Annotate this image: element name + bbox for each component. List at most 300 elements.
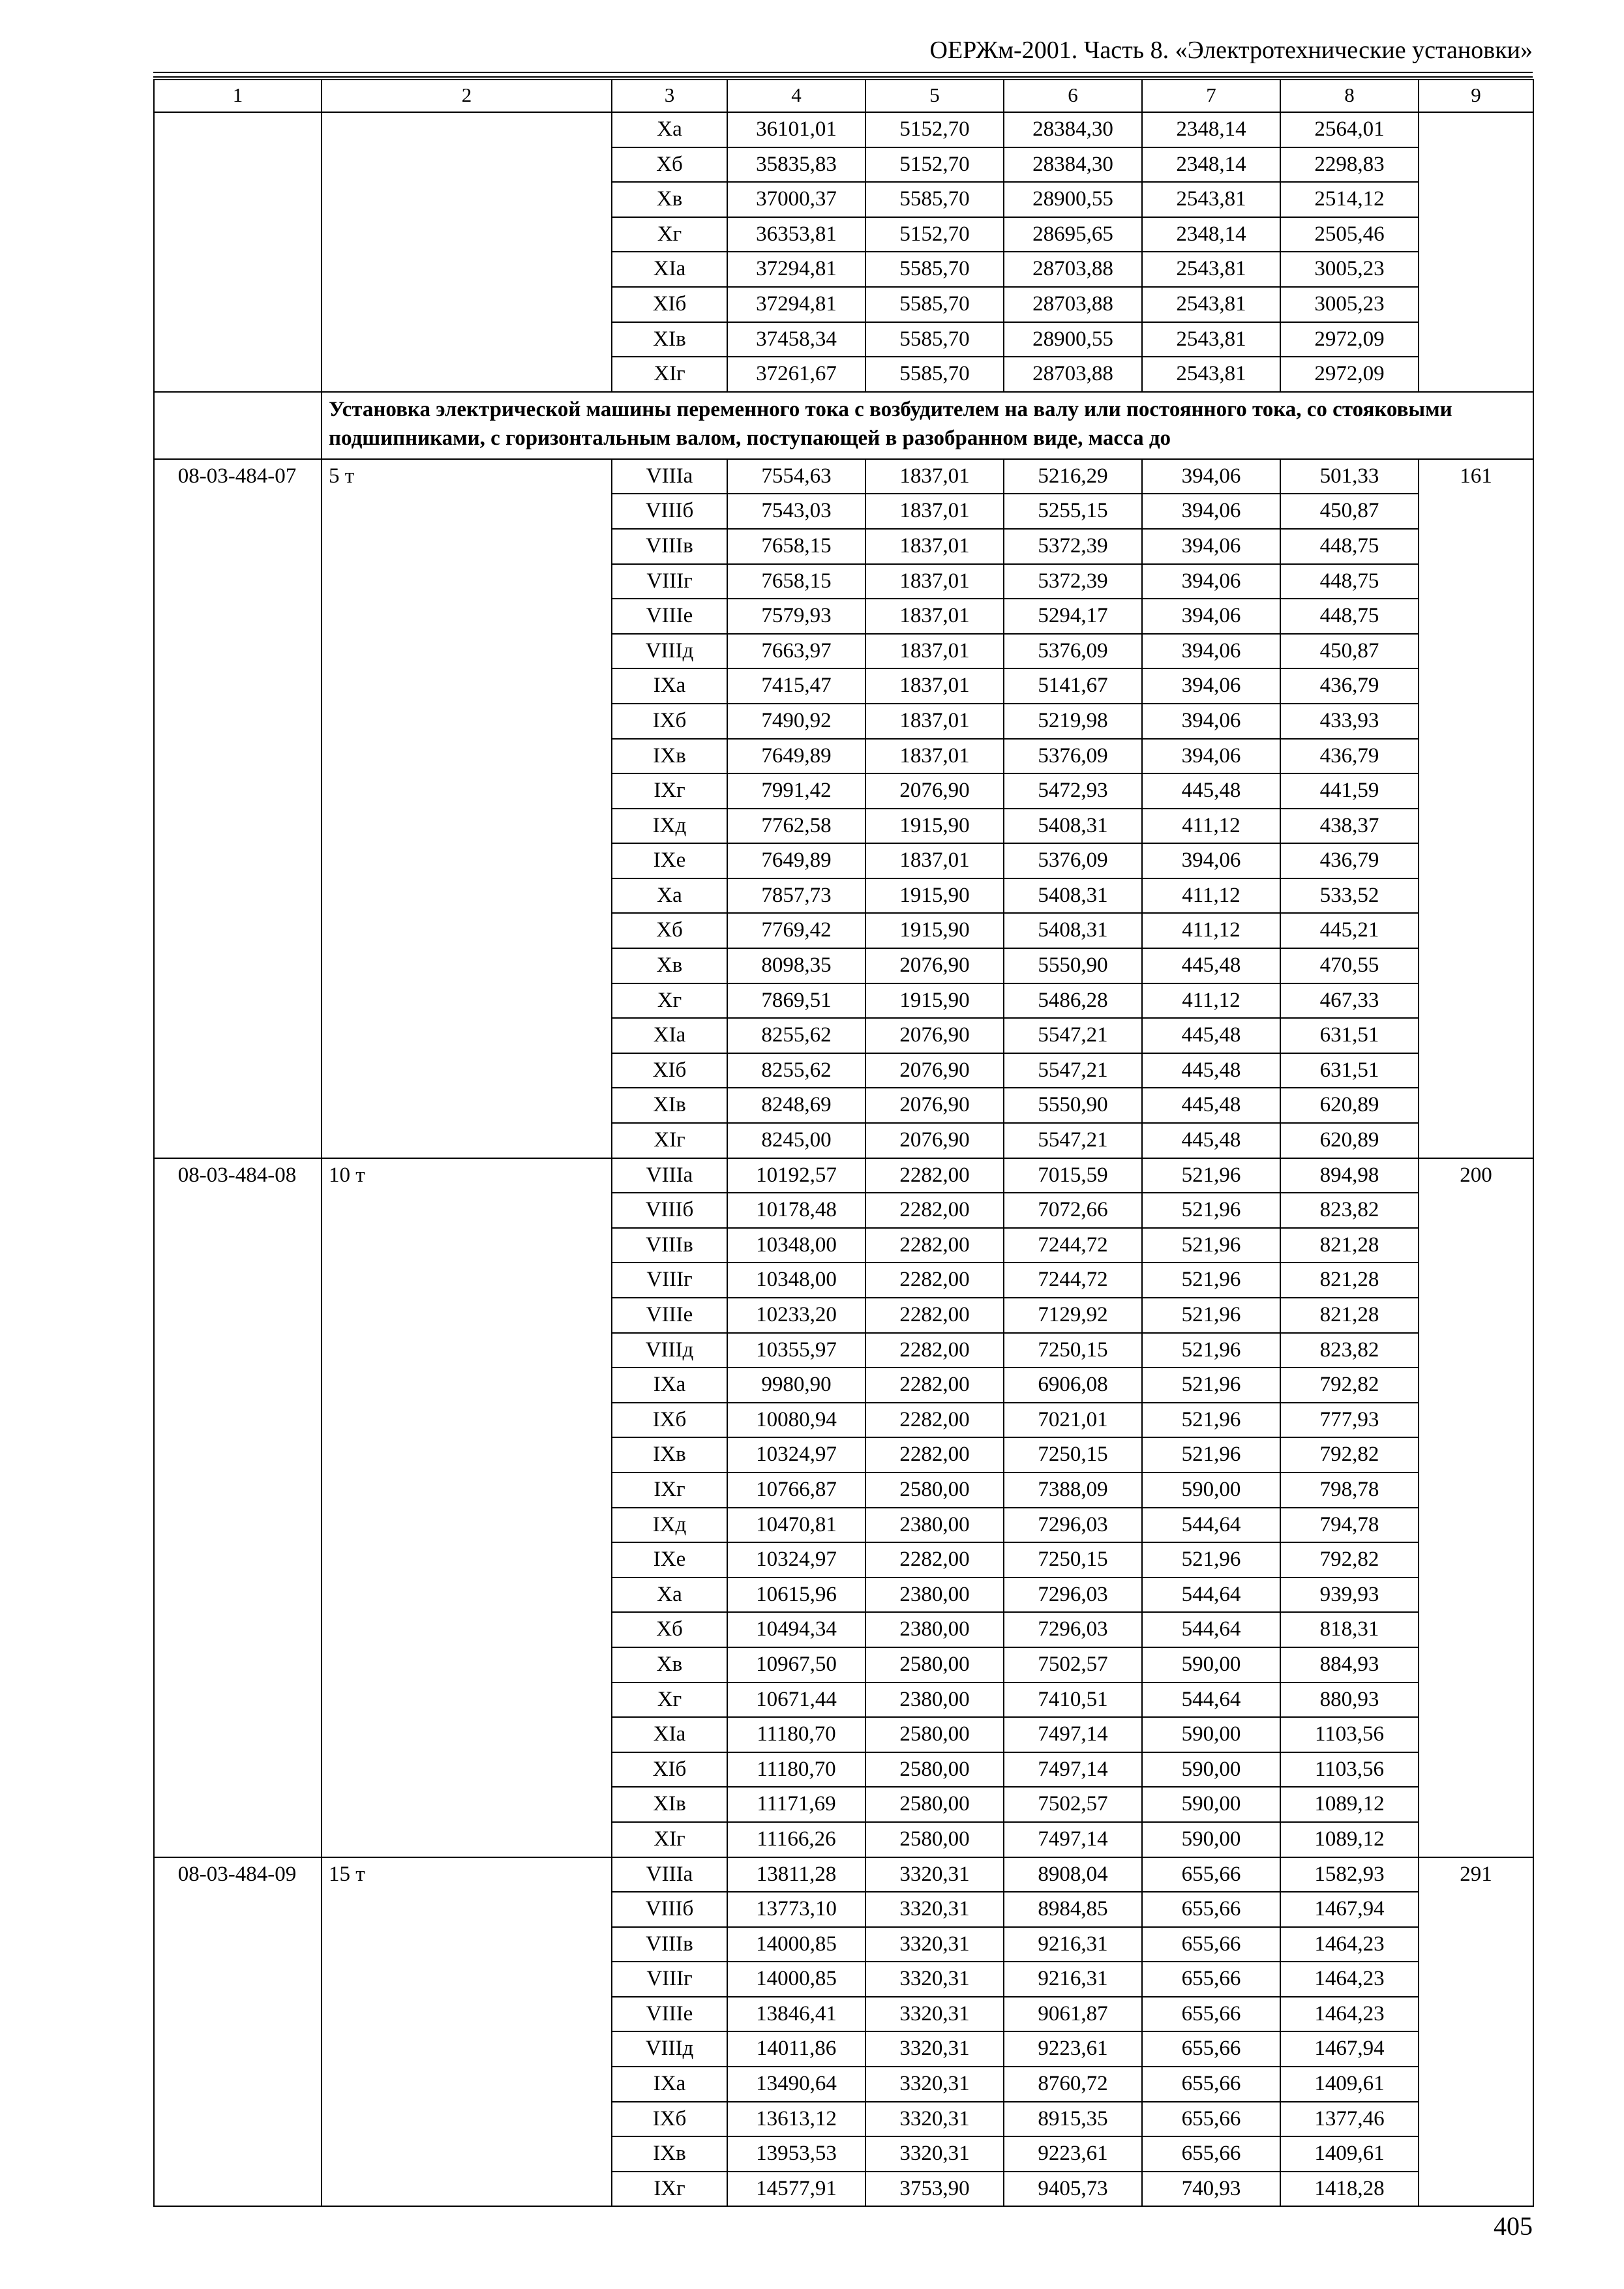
value-cell: 394,06 <box>1142 668 1280 704</box>
value-cell: 5152,70 <box>865 147 1004 183</box>
value-cell: 521,96 <box>1142 1193 1280 1228</box>
value-cell: 5547,21 <box>1004 1123 1142 1158</box>
value-cell: 11180,70 <box>727 1752 865 1788</box>
value-cell: 8908,04 <box>1004 1857 1142 1893</box>
value-cell: 1837,01 <box>865 529 1004 564</box>
value-cell: 818,31 <box>1280 1612 1419 1647</box>
value-cell: 5472,93 <box>1004 773 1142 809</box>
value-cell: 37000,37 <box>727 182 865 217</box>
value-cell: 5585,70 <box>865 182 1004 217</box>
value-cell: 11171,69 <box>727 1787 865 1822</box>
value-cell: 2282,00 <box>865 1263 1004 1298</box>
value-cell: 521,96 <box>1142 1368 1280 1403</box>
value-cell: 394,06 <box>1142 529 1280 564</box>
value-cell: 655,66 <box>1142 2102 1280 2137</box>
value-cell: 521,96 <box>1142 1228 1280 1263</box>
value-cell: 5547,21 <box>1004 1018 1142 1053</box>
value-cell: 10766,87 <box>727 1473 865 1508</box>
value-cell: 3320,31 <box>865 2136 1004 2172</box>
value-cell: 620,89 <box>1280 1088 1419 1123</box>
zone-cell: VIIIб <box>612 1892 727 1927</box>
zone-cell: Xа <box>612 1578 727 1613</box>
column-number-cell: 7 <box>1142 80 1280 112</box>
zone-cell: VIIIа <box>612 459 727 494</box>
value-cell: 13846,41 <box>727 1997 865 2032</box>
zone-cell: VIIIд <box>612 1333 727 1368</box>
zone-cell: VIIIб <box>612 494 727 529</box>
value-cell: 2580,00 <box>865 1822 1004 1857</box>
value-cell: 2972,09 <box>1280 322 1419 357</box>
value-cell: 1915,90 <box>865 983 1004 1019</box>
value-cell: 10615,96 <box>727 1578 865 1613</box>
value-cell: 8255,62 <box>727 1018 865 1053</box>
value-cell: 2282,00 <box>865 1333 1004 1368</box>
zone-cell: VIIIе <box>612 1298 727 1333</box>
value-cell: 37261,67 <box>727 357 865 392</box>
value-cell: 7649,89 <box>727 739 865 774</box>
zone-cell: IXб <box>612 704 727 739</box>
value-cell: 1464,23 <box>1280 1962 1419 1997</box>
zone-cell: VIIIв <box>612 1927 727 1962</box>
value-cell: 433,93 <box>1280 704 1419 739</box>
zone-cell: XIа <box>612 1018 727 1053</box>
value-cell: 9405,73 <box>1004 2172 1142 2207</box>
value-cell: 544,64 <box>1142 1578 1280 1613</box>
value-cell: 777,93 <box>1280 1403 1419 1438</box>
column-number-cell: 4 <box>727 80 865 112</box>
value-cell: 411,12 <box>1142 809 1280 844</box>
value-cell: 1467,94 <box>1280 2031 1419 2067</box>
value-cell: 655,66 <box>1142 1962 1280 1997</box>
value-cell: 7658,15 <box>727 529 865 564</box>
value-cell: 3005,23 <box>1280 287 1419 322</box>
value-cell: 7869,51 <box>727 983 865 1019</box>
value-cell: 1837,01 <box>865 564 1004 599</box>
zone-cell: VIIIе <box>612 1997 727 2032</box>
zone-cell: VIIIв <box>612 1228 727 1263</box>
value-cell: 10348,00 <box>727 1228 865 1263</box>
value-cell: 8760,72 <box>1004 2067 1142 2102</box>
value-cell: 2076,90 <box>865 1053 1004 1088</box>
value-cell: 448,75 <box>1280 529 1419 564</box>
value-cell: 655,66 <box>1142 1927 1280 1962</box>
price-table <box>153 79 1534 2207</box>
value-cell: 411,12 <box>1142 878 1280 914</box>
mass-cell: 10 т <box>322 1158 612 1857</box>
value-cell: 36101,01 <box>727 112 865 147</box>
value-cell: 2282,00 <box>865 1403 1004 1438</box>
value-cell: 28703,88 <box>1004 357 1142 392</box>
norm-code-cell: 08-03-484-07 <box>154 459 322 1158</box>
value-cell: 394,06 <box>1142 599 1280 634</box>
value-cell: 1464,23 <box>1280 1997 1419 2032</box>
value-cell: 436,79 <box>1280 668 1419 704</box>
value-cell: 2076,90 <box>865 948 1004 983</box>
value-cell: 5372,39 <box>1004 529 1142 564</box>
value-cell: 590,00 <box>1142 1752 1280 1788</box>
value-cell: 590,00 <box>1142 1787 1280 1822</box>
value-cell: 2348,14 <box>1142 147 1280 183</box>
value-cell: 3320,31 <box>865 1927 1004 1962</box>
zone-cell: Xб <box>612 913 727 948</box>
value-cell: 590,00 <box>1142 1822 1280 1857</box>
value-cell: 880,93 <box>1280 1683 1419 1718</box>
value-cell: 10355,97 <box>727 1333 865 1368</box>
value-cell: 445,48 <box>1142 1018 1280 1053</box>
value-cell: 792,82 <box>1280 1437 1419 1473</box>
zone-cell: Xв <box>612 1647 727 1683</box>
value-cell: 7497,14 <box>1004 1822 1142 1857</box>
value-cell: 8915,35 <box>1004 2102 1142 2137</box>
value-cell: 2380,00 <box>865 1578 1004 1613</box>
value-cell: 9223,61 <box>1004 2136 1142 2172</box>
value-cell: 7250,15 <box>1004 1437 1142 1473</box>
zone-cell: IXд <box>612 1508 727 1543</box>
value-cell: 521,96 <box>1142 1158 1280 1193</box>
value-cell: 7991,42 <box>727 773 865 809</box>
value-cell: 7502,57 <box>1004 1787 1142 1822</box>
table-row <box>154 459 1533 494</box>
value-cell: 655,66 <box>1142 1997 1280 2032</box>
column-9-cell: 291 <box>1419 1857 1533 2207</box>
value-cell: 521,96 <box>1142 1298 1280 1333</box>
value-cell: 436,79 <box>1280 843 1419 878</box>
zone-cell: IXг <box>612 2172 727 2207</box>
value-cell: 5408,31 <box>1004 913 1142 948</box>
value-cell: 7072,66 <box>1004 1193 1142 1228</box>
value-cell: 821,28 <box>1280 1263 1419 1298</box>
value-cell: 1915,90 <box>865 913 1004 948</box>
value-cell: 544,64 <box>1142 1683 1280 1718</box>
value-cell: 9980,90 <box>727 1368 865 1403</box>
value-cell: 28703,88 <box>1004 252 1142 287</box>
value-cell: 5408,31 <box>1004 809 1142 844</box>
zone-cell: VIIIг <box>612 564 727 599</box>
value-cell: 14000,85 <box>727 1927 865 1962</box>
value-cell: 7649,89 <box>727 843 865 878</box>
value-cell: 1377,46 <box>1280 2102 1419 2137</box>
zone-cell: IXе <box>612 843 727 878</box>
value-cell: 1915,90 <box>865 809 1004 844</box>
value-cell: 7129,92 <box>1004 1298 1142 1333</box>
section-blank-cell <box>154 392 322 459</box>
value-cell: 10494,34 <box>727 1612 865 1647</box>
zone-cell: IXа <box>612 668 727 704</box>
value-cell: 7021,01 <box>1004 1403 1142 1438</box>
value-cell: 631,51 <box>1280 1018 1419 1053</box>
value-cell: 1418,28 <box>1280 2172 1419 2207</box>
zone-cell: IXа <box>612 2067 727 2102</box>
zone-cell: VIIIд <box>612 2031 727 2067</box>
zone-cell: VIIIг <box>612 1263 727 1298</box>
value-cell: 445,48 <box>1142 1088 1280 1123</box>
value-cell: 5550,90 <box>1004 948 1142 983</box>
value-cell: 5294,17 <box>1004 599 1142 634</box>
value-cell: 2282,00 <box>865 1193 1004 1228</box>
value-cell: 620,89 <box>1280 1123 1419 1158</box>
value-cell: 394,06 <box>1142 843 1280 878</box>
value-cell: 13953,53 <box>727 2136 865 2172</box>
value-cell: 10671,44 <box>727 1683 865 1718</box>
value-cell: 5486,28 <box>1004 983 1142 1019</box>
value-cell: 13811,28 <box>727 1857 865 1893</box>
value-cell: 5585,70 <box>865 357 1004 392</box>
value-cell: 2543,81 <box>1142 287 1280 322</box>
value-cell: 438,37 <box>1280 809 1419 844</box>
zone-cell: XIа <box>612 252 727 287</box>
value-cell: 7244,72 <box>1004 1228 1142 1263</box>
zone-cell: IXд <box>612 809 727 844</box>
value-cell: 394,06 <box>1142 739 1280 774</box>
value-cell: 5152,70 <box>865 217 1004 252</box>
value-cell: 2380,00 <box>865 1683 1004 1718</box>
value-cell: 1409,61 <box>1280 2067 1419 2102</box>
value-cell: 521,96 <box>1142 1437 1280 1473</box>
value-cell: 1103,56 <box>1280 1717 1419 1752</box>
zone-cell: VIIIб <box>612 1193 727 1228</box>
value-cell: 445,48 <box>1142 773 1280 809</box>
value-cell: 436,79 <box>1280 739 1419 774</box>
value-cell: 1837,01 <box>865 459 1004 494</box>
value-cell: 5255,15 <box>1004 494 1142 529</box>
value-cell: 1089,12 <box>1280 1787 1419 1822</box>
page-header-title: ОЕРЖм-2001. Часть 8. «Электротехнические установки» <box>929 37 1533 64</box>
value-cell: 501,33 <box>1280 459 1419 494</box>
value-cell: 3320,31 <box>865 2067 1004 2102</box>
value-cell: 37458,34 <box>727 322 865 357</box>
value-cell: 2580,00 <box>865 1717 1004 1752</box>
value-cell: 448,75 <box>1280 599 1419 634</box>
value-cell: 1089,12 <box>1280 1822 1419 1857</box>
value-cell: 1837,01 <box>865 599 1004 634</box>
value-cell: 2543,81 <box>1142 357 1280 392</box>
value-cell: 7497,14 <box>1004 1752 1142 1788</box>
value-cell: 2076,90 <box>865 1088 1004 1123</box>
value-cell: 10967,50 <box>727 1647 865 1683</box>
zone-cell: XIг <box>612 1822 727 1857</box>
zone-cell: Xб <box>612 147 727 183</box>
value-cell: 5408,31 <box>1004 878 1142 914</box>
value-cell: 5376,09 <box>1004 634 1142 669</box>
value-cell: 8245,00 <box>727 1123 865 1158</box>
zone-cell: VIIIе <box>612 599 727 634</box>
zone-cell: IXа <box>612 1368 727 1403</box>
value-cell: 448,75 <box>1280 564 1419 599</box>
value-cell: 655,66 <box>1142 2067 1280 2102</box>
value-cell: 533,52 <box>1280 878 1419 914</box>
value-cell: 37294,81 <box>727 287 865 322</box>
value-cell: 7502,57 <box>1004 1647 1142 1683</box>
value-cell: 5585,70 <box>865 287 1004 322</box>
value-cell: 794,78 <box>1280 1508 1419 1543</box>
value-cell: 521,96 <box>1142 1542 1280 1578</box>
value-cell: 8248,69 <box>727 1088 865 1123</box>
value-cell: 5372,39 <box>1004 564 1142 599</box>
value-cell: 7579,93 <box>727 599 865 634</box>
value-cell: 5376,09 <box>1004 843 1142 878</box>
value-cell: 2282,00 <box>865 1298 1004 1333</box>
value-cell: 1837,01 <box>865 494 1004 529</box>
value-cell: 939,93 <box>1280 1578 1419 1613</box>
value-cell: 1467,94 <box>1280 1892 1419 1927</box>
value-cell: 655,66 <box>1142 2136 1280 2172</box>
value-cell: 2298,83 <box>1280 147 1419 183</box>
zone-cell: XIв <box>612 1088 727 1123</box>
zone-cell: IXб <box>612 1403 727 1438</box>
value-cell: 450,87 <box>1280 634 1419 669</box>
value-cell: 11180,70 <box>727 1717 865 1752</box>
value-cell: 11166,26 <box>727 1822 865 1857</box>
norm-code-cell <box>154 112 322 392</box>
value-cell: 1409,61 <box>1280 2136 1419 2172</box>
value-cell: 10470,81 <box>727 1508 865 1543</box>
value-cell: 10348,00 <box>727 1263 865 1298</box>
value-cell: 1103,56 <box>1280 1752 1419 1788</box>
value-cell: 3753,90 <box>865 2172 1004 2207</box>
value-cell: 445,48 <box>1142 1123 1280 1158</box>
value-cell: 521,96 <box>1142 1263 1280 1298</box>
value-cell: 7250,15 <box>1004 1333 1142 1368</box>
zone-cell: Xа <box>612 112 727 147</box>
value-cell: 1915,90 <box>865 878 1004 914</box>
value-cell: 28695,65 <box>1004 217 1142 252</box>
value-cell: 823,82 <box>1280 1193 1419 1228</box>
value-cell: 823,82 <box>1280 1333 1419 1368</box>
value-cell: 5585,70 <box>865 322 1004 357</box>
value-cell: 394,06 <box>1142 564 1280 599</box>
value-cell: 411,12 <box>1142 983 1280 1019</box>
value-cell: 2076,90 <box>865 1123 1004 1158</box>
value-cell: 5550,90 <box>1004 1088 1142 1123</box>
value-cell: 7762,58 <box>727 809 865 844</box>
section-title: Установка электрической машины переменного тока с возбудителем на валу или постоянного тока, со стояковыми подшипниками, с горизонтальным валом, поступающей в разобранном виде, масса до <box>322 392 1533 459</box>
value-cell: 7663,97 <box>727 634 865 669</box>
value-cell: 5152,70 <box>865 112 1004 147</box>
value-cell: 7244,72 <box>1004 1263 1142 1298</box>
value-cell: 1837,01 <box>865 843 1004 878</box>
zone-cell: Xб <box>612 1612 727 1647</box>
value-cell: 2282,00 <box>865 1368 1004 1403</box>
value-cell: 590,00 <box>1142 1473 1280 1508</box>
column-number-row <box>154 80 1533 112</box>
value-cell: 14011,86 <box>727 2031 865 2067</box>
column-number-cell: 9 <box>1419 80 1533 112</box>
value-cell: 3320,31 <box>865 2102 1004 2137</box>
value-cell: 7857,73 <box>727 878 865 914</box>
zone-cell: VIIIд <box>612 634 727 669</box>
value-cell: 9216,31 <box>1004 1927 1142 1962</box>
value-cell: 8984,85 <box>1004 1892 1142 1927</box>
value-cell: 9061,87 <box>1004 1997 1142 2032</box>
value-cell: 2282,00 <box>865 1542 1004 1578</box>
value-cell: 2282,00 <box>865 1437 1004 1473</box>
value-cell: 2380,00 <box>865 1612 1004 1647</box>
zone-cell: VIIIг <box>612 1962 727 1997</box>
value-cell: 7296,03 <box>1004 1612 1142 1647</box>
value-cell: 1837,01 <box>865 739 1004 774</box>
value-cell: 14577,91 <box>727 2172 865 2207</box>
value-cell: 7497,14 <box>1004 1717 1142 1752</box>
zone-cell: XIб <box>612 1752 727 1788</box>
value-cell: 2580,00 <box>865 1752 1004 1788</box>
column-number-cell: 3 <box>612 80 727 112</box>
zone-cell: Xв <box>612 948 727 983</box>
value-cell: 394,06 <box>1142 634 1280 669</box>
value-cell: 7490,92 <box>727 704 865 739</box>
value-cell: 2076,90 <box>865 1018 1004 1053</box>
value-cell: 8098,35 <box>727 948 865 983</box>
zone-cell: XIб <box>612 1053 727 1088</box>
value-cell: 631,51 <box>1280 1053 1419 1088</box>
value-cell: 792,82 <box>1280 1368 1419 1403</box>
value-cell: 5585,70 <box>865 252 1004 287</box>
value-cell: 36353,81 <box>727 217 865 252</box>
column-number-cell: 2 <box>322 80 612 112</box>
value-cell: 655,66 <box>1142 2031 1280 2067</box>
value-cell: 10192,57 <box>727 1158 865 1193</box>
zone-cell: Xг <box>612 217 727 252</box>
value-cell: 467,33 <box>1280 983 1419 1019</box>
header-rule-double <box>153 76 1533 78</box>
value-cell: 655,66 <box>1142 1892 1280 1927</box>
value-cell: 28703,88 <box>1004 287 1142 322</box>
value-cell: 10324,97 <box>727 1542 865 1578</box>
value-cell: 2543,81 <box>1142 182 1280 217</box>
zone-cell: IXг <box>612 773 727 809</box>
value-cell: 590,00 <box>1142 1717 1280 1752</box>
value-cell: 8255,62 <box>727 1053 865 1088</box>
value-cell: 3320,31 <box>865 1892 1004 1927</box>
value-cell: 1837,01 <box>865 704 1004 739</box>
value-cell: 394,06 <box>1142 704 1280 739</box>
value-cell: 821,28 <box>1280 1298 1419 1333</box>
zone-cell: VIIIа <box>612 1158 727 1193</box>
value-cell: 5216,29 <box>1004 459 1142 494</box>
value-cell: 10324,97 <box>727 1437 865 1473</box>
value-cell: 13490,64 <box>727 2067 865 2102</box>
value-cell: 2380,00 <box>865 1508 1004 1543</box>
column-number-cell: 6 <box>1004 80 1142 112</box>
column-number-cell: 5 <box>865 80 1004 112</box>
mass-cell: 5 т <box>322 459 612 1158</box>
value-cell: 2348,14 <box>1142 217 1280 252</box>
value-cell: 7658,15 <box>727 564 865 599</box>
zone-cell: Xг <box>612 1683 727 1718</box>
value-cell: 28384,30 <box>1004 112 1142 147</box>
zone-cell: Xг <box>612 983 727 1019</box>
value-cell: 3005,23 <box>1280 252 1419 287</box>
value-cell: 7415,47 <box>727 668 865 704</box>
value-cell: 1464,23 <box>1280 1927 1419 1962</box>
zone-cell: IXг <box>612 1473 727 1508</box>
value-cell: 5141,67 <box>1004 668 1142 704</box>
value-cell: 445,48 <box>1142 948 1280 983</box>
zone-cell: Xа <box>612 878 727 914</box>
value-cell: 655,66 <box>1142 1857 1280 1893</box>
value-cell: 5219,98 <box>1004 704 1142 739</box>
value-cell: 3320,31 <box>865 2031 1004 2067</box>
value-cell: 521,96 <box>1142 1333 1280 1368</box>
value-cell: 1837,01 <box>865 634 1004 669</box>
value-cell: 14000,85 <box>727 1962 865 1997</box>
value-cell: 470,55 <box>1280 948 1419 983</box>
column-9-cell: 200 <box>1419 1158 1533 1857</box>
value-cell: 411,12 <box>1142 913 1280 948</box>
table-row <box>154 1158 1533 1193</box>
zone-cell: XIг <box>612 357 727 392</box>
value-cell: 28900,55 <box>1004 182 1142 217</box>
value-cell: 3320,31 <box>865 1997 1004 2032</box>
